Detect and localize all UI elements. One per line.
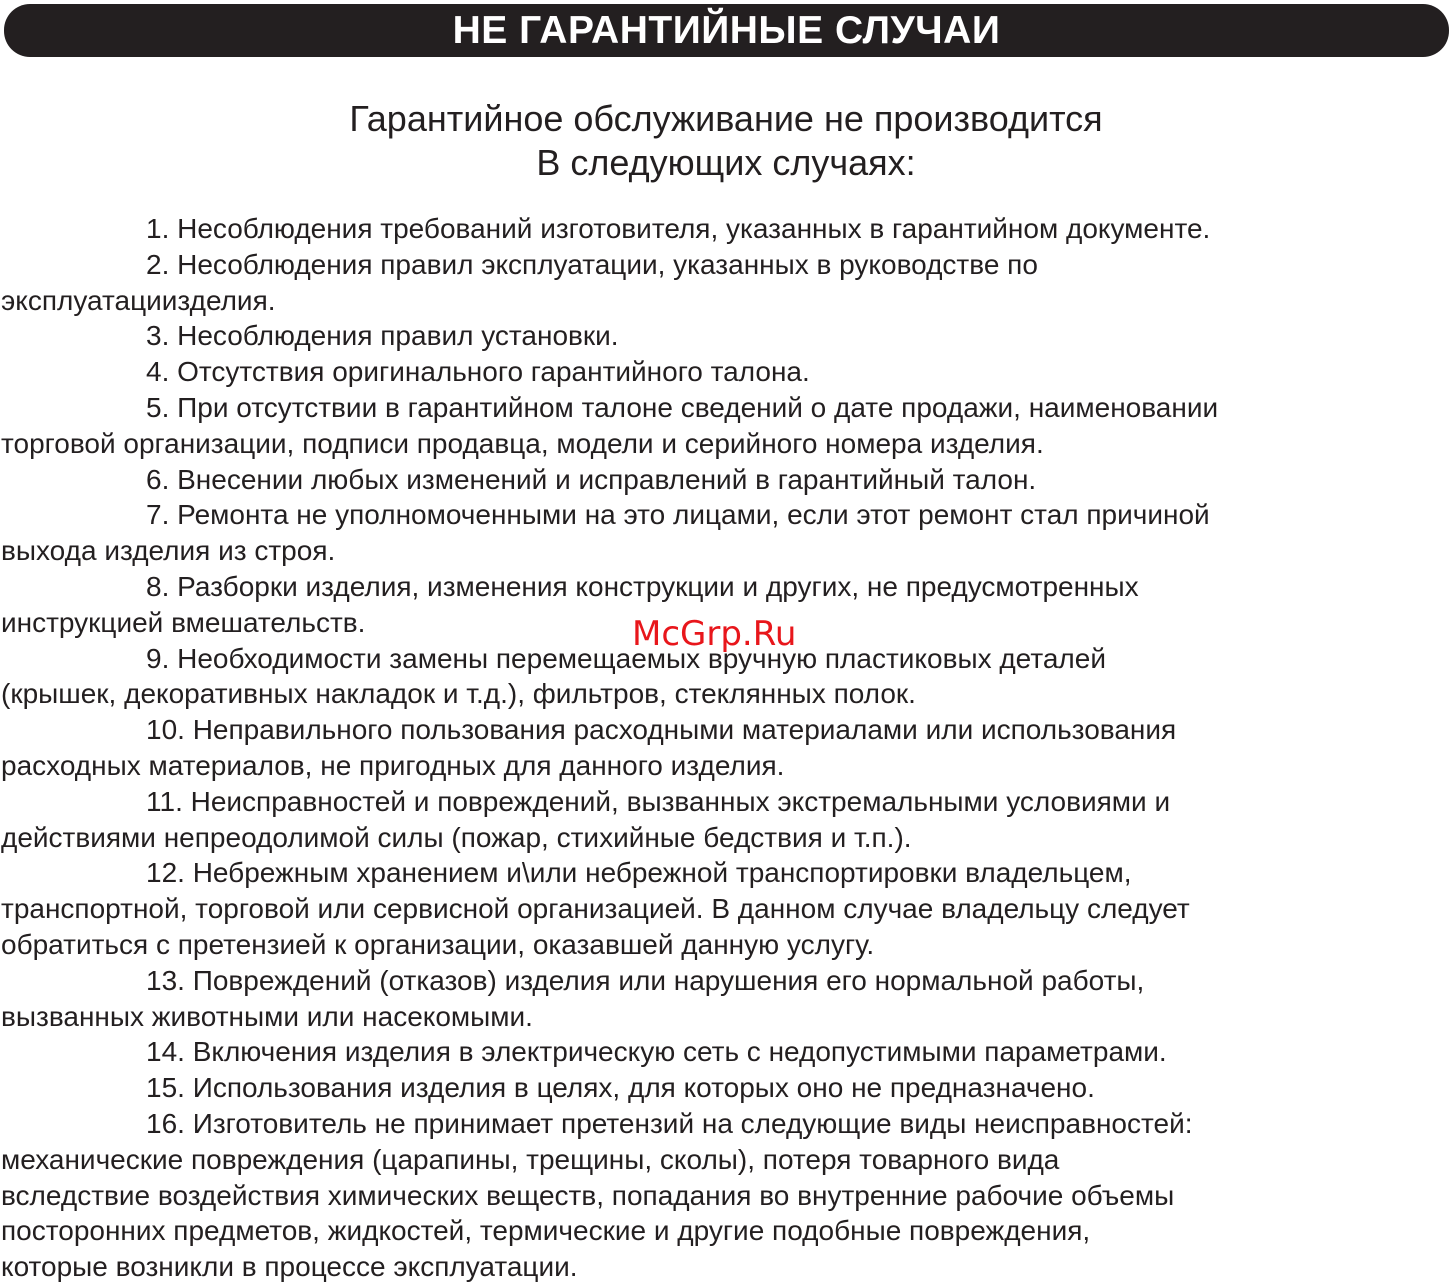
list-item-3 bbox=[0, 318, 1452, 354]
item-line: расходных материалов, не пригодных для данного изделия. bbox=[1, 749, 785, 781]
item-line: 1. Несоблюдения требований изготовителя, указанных в гарантийном документе. bbox=[146, 213, 1211, 244]
item-line: 15. Использования изделия в целях, для которых оно не предназначено. bbox=[146, 1072, 1095, 1104]
item-line: 2. Несоблюдения правил эксплуатации, указанных в руководстве по bbox=[146, 248, 1038, 280]
list-item-4 bbox=[0, 354, 1452, 390]
title-banner bbox=[4, 4, 1449, 57]
item-line: 12. Небрежным хранением и\или небрежной транспортировки владельцем, bbox=[146, 857, 1132, 889]
list-item-5 bbox=[0, 390, 1452, 462]
list-item-11 bbox=[0, 784, 1452, 856]
list-item-6 bbox=[0, 462, 1452, 498]
item-line: 10. Неправильного пользования расходными материалами или использования bbox=[146, 714, 1177, 746]
item-line: транспортной, торговой или сервисной организацией. В данном случае владельцу следует bbox=[1, 893, 1190, 925]
list-item-14 bbox=[0, 1034, 1452, 1070]
intro-line-2: В следующих случаях: bbox=[536, 142, 916, 183]
item-line: обратиться с претензией к организации, оказавшей данную услугу. bbox=[1, 928, 875, 960]
item-line: 11. Неисправностей и повреждений, вызванных экстремальными условиями и bbox=[146, 785, 1171, 817]
exclusions-list bbox=[0, 211, 1452, 1285]
item-line: вызванных животными или насекомыми. bbox=[1, 1000, 533, 1032]
item-line: 14. Включения изделия в электрическую сеть с недопустимыми параметрами. bbox=[146, 1036, 1167, 1068]
page-title: НЕ ГАРАНТИЙНЫЕ СЛУЧАИ bbox=[452, 9, 1001, 52]
item-line: 6. Внесении любых изменений и исправлений в гарантийный талон. bbox=[146, 463, 1037, 495]
list-item-2 bbox=[0, 247, 1452, 319]
item-line: вследствие воздействия химических веществ, попадания во внутренние рабочие объемы bbox=[1, 1179, 1175, 1211]
watermark-text: McGrp.Ru bbox=[632, 614, 797, 654]
list-item-12 bbox=[0, 855, 1452, 962]
item-line: 5. При отсутствии в гарантийном талоне сведений о дате продажи, наименовании bbox=[146, 391, 1219, 423]
item-line: посторонних предметов, жидкостей, термические и другие подобные повреждения, bbox=[1, 1215, 1091, 1247]
item-line: 7. Ремонта не уполномоченными на это лицами, если этот ремонт стал причиной bbox=[146, 499, 1210, 531]
item-line: которые возникли в процессе эксплуатации. bbox=[1, 1251, 578, 1283]
list-item-7 bbox=[0, 497, 1452, 569]
item-line: инструкцией вмешательств. bbox=[1, 606, 366, 638]
item-line: (крышек, декоративных накладок и т.д.), фильтров, стеклянных полок. bbox=[1, 678, 916, 710]
item-line: действиями непреодолимой силы (пожар, стихийные бедствия и т.п.). bbox=[1, 821, 912, 853]
intro-line-1: Гарантийное обслуживание не производится bbox=[349, 98, 1103, 139]
item-line: 16. Изготовитель не принимает претензий на следующие виды неисправностей: bbox=[146, 1107, 1193, 1139]
item-line: 9. Необходимости замены перемещаемых вручную пластиковых деталей bbox=[146, 642, 1106, 674]
item-line: 4. Отсутствия оригинального гарантийного талона. bbox=[146, 356, 810, 388]
item-line: 13. Повреждений (отказов) изделия или нарушения его нормальной работы, bbox=[146, 964, 1145, 996]
list-item-16 bbox=[0, 1106, 1452, 1285]
item-line: 8. Разборки изделия, изменения конструкции и других, не предусмотренных bbox=[146, 570, 1139, 602]
item-line: выхода изделия из строя. bbox=[1, 535, 336, 567]
list-item-1 bbox=[0, 211, 1452, 247]
list-item-10 bbox=[0, 712, 1452, 784]
item-line: 3. Несоблюдения правил установки. bbox=[146, 320, 619, 352]
list-item-13 bbox=[0, 963, 1452, 1035]
item-line: торговой организации, подписи продавца, модели и серийного номера изделия. bbox=[1, 427, 1044, 459]
list-item-15 bbox=[0, 1070, 1452, 1106]
item-line: эксплуатациизделия. bbox=[1, 284, 276, 316]
item-line: механические повреждения (царапины, трещины, сколы), потеря товарного вида bbox=[1, 1143, 1060, 1175]
